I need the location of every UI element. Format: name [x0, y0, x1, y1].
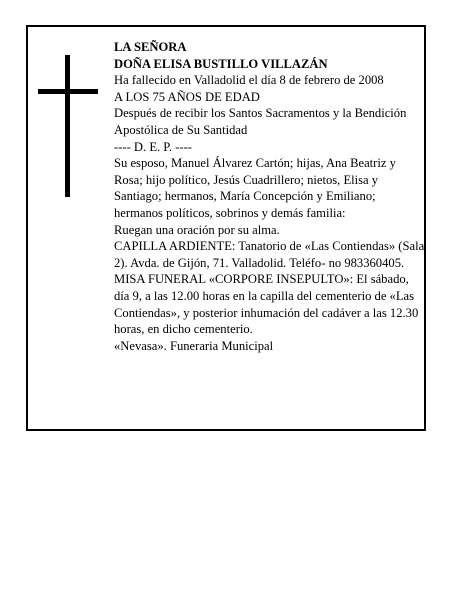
death-statement: Ha fallecido en Valladolid el día 8 de febrero de 2008	[114, 73, 384, 88]
dep-line: ---- D. E. P. ----	[114, 139, 192, 154]
prayer-request: Ruegan una oración por su alma.	[114, 222, 280, 237]
latin-cross-icon	[38, 55, 98, 197]
cross-horizontal-bar	[38, 89, 98, 94]
sacraments-statement: Después de recibir los Santos Sacramentos y la Bendición Apostólica de Su Santidad	[114, 106, 407, 137]
notice-title: LA SEÑORA	[114, 40, 187, 54]
deceased-name: DOÑA ELISA BUSTILLO VILLAZÁN	[114, 56, 328, 71]
family-list: Su esposo, Manuel Álvarez Cartón; hijas, Ana Beatriz y Rosa; hijo político, Jesús Cuadrillero; nietos, Elisa y Santiago; hermanos, María Concepción y Emiliano; hermanos políticos, sobrinos y demás familia:	[114, 156, 396, 220]
chapel-info: CAPILLA ARDIENTE: Tanatorio de «Las Contiendas» (Sala 2). Avda. de Gijón, 71. Valladolid. Teléfo- no 983360405.	[114, 239, 425, 270]
notice-text	[114, 39, 426, 354]
mass-info: MISA FUNERAL «CORPORE INSEPULTO»: El sábado, día 9, a las 12.00 horas en la capilla del cementerio de «Las Contiendas», y posterior inhumación del cadáver a las 12.30 horas, en dicho cementerio.	[114, 272, 419, 337]
funeral-home: «Nevasa». Funeraria Municipal	[114, 338, 274, 353]
age-statement: A LOS 75 AÑOS DE EDAD	[114, 89, 260, 104]
cross-vertical-bar	[65, 55, 70, 197]
obituary-notice	[26, 25, 426, 431]
